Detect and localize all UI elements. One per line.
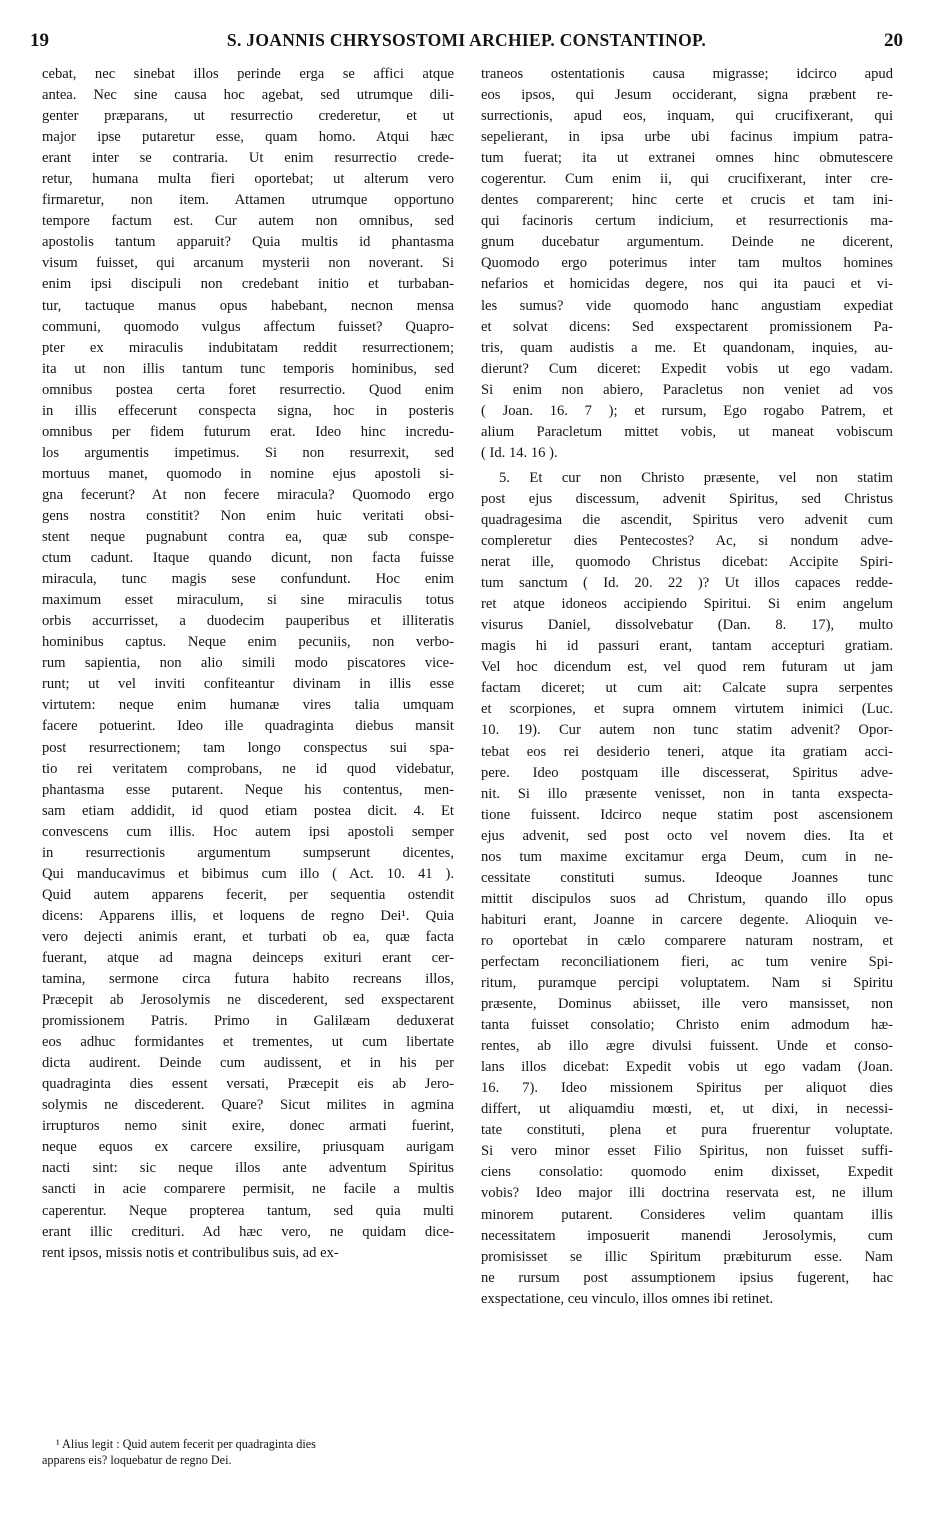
text-line: tamina, sermone circa futura habito recreans illos, [42, 971, 454, 988]
text-line: Si vero minor esset Filio Spiritus, non fuisset suffi- [481, 1143, 893, 1160]
text-line: in illis effecerunt conspecta signa, hoc in posteris [42, 402, 454, 419]
text-line: ro oportebat in cælo comparere naturam nostram, et [481, 932, 893, 949]
text-line: stent neque pugnabunt contra ea, quæ sub conspe- [42, 529, 454, 546]
text-line: ita ut non illis tantum tunc temporis hominibus, sed [42, 360, 454, 377]
text-line: major ipse putaretur esse, quam homo. Atqui hæc [42, 129, 454, 146]
text-line: 16. 7). Ideo missionem Spiritus per aliquot dies [481, 1080, 893, 1097]
text-line: in resurrectionis argumentum sumpserunt dicentes, [42, 844, 454, 861]
text-line: nacti sint: sic neque illos ante adventum Spiritus [42, 1160, 454, 1177]
text-line: dicens: Apparens illis, et loquens de regno Dei¹. Quia [42, 907, 454, 924]
text-line: neque equos ex carcere exsilire, priusquam aurigam [42, 1139, 454, 1156]
text-line: tate constituti, plena et pura fruerentur voluptate. [481, 1122, 893, 1139]
page-header [30, 30, 903, 58]
text-line: rent ipsos, missis notis et contribulibus suis, ad ex- [42, 1244, 339, 1261]
text-line: vobis? Ideo major illi doctrina reservata est, ne illum [481, 1185, 893, 1202]
text-line: tebat eos rei desiderio teneri, atque ita gratiam acci- [481, 743, 893, 760]
text-line: firmaretur, non item. Attamen utrumque opportuno [42, 192, 454, 209]
text-line: solymis ne discederent. Quare? Sicut milites in agmina [42, 1097, 454, 1114]
text-line: ( Id. 14. 16 ). [481, 444, 558, 461]
text-line: surrectionis, apud eos, inquam, qui crucifixerant, qui [481, 108, 893, 125]
text-line: lans illos dicebat: Expedit vobis ut ego vadam (Joan. [481, 1059, 893, 1076]
text-line: omnibus per fidem futurum erat. Ideo hinc incredu- [42, 423, 454, 440]
text-line: phantasma esse putarent. Neque his contentus, men- [42, 781, 454, 798]
footnote-line: ¹ Alius legit : Quid autem fecerit per quadraginta dies [56, 1437, 316, 1451]
text-line: exspectatione, ceu vinculo, illos omnes ibi retinet. [481, 1290, 774, 1307]
text-line: Quid autem apparens fecerit, per sequentia ostendit [42, 886, 454, 903]
text-line: post ejus discessum, advenit Spiritus, sed Christus [481, 490, 893, 507]
text-line: Quomodo ergo poterimus inter tam multos homines [481, 255, 893, 272]
text-line: sam etiam addidit, id quod etiam postea dicit. 4. Et [42, 802, 454, 819]
left-column [42, 64, 454, 1264]
text-line: caperentur. Neque propterea tantum, sed quia multi [42, 1202, 454, 1219]
text-line: virtutem: neque enim humanæ vires talia umquam [42, 697, 454, 714]
text-line: 10. 19). Cur autem non tunc statim advenit? Opor- [481, 722, 893, 739]
text-line: Vel hoc dicendum est, vel quod rem futuram ut jam [481, 659, 893, 676]
text-line: mittit discipulos suos ad Christum, quando illo opus [481, 890, 893, 907]
text-line: tum fuerat; ita ut extranei omnes hinc obmutescere [481, 150, 893, 167]
text-line: tio rei veritatem comprobans, ne id quod videbatur, [42, 760, 454, 777]
text-line: gens nostra constitit? Non enim huic veritati obsi- [42, 507, 454, 524]
text-line: habituri erant, Joanne in carcere degente. Alioquin ve- [481, 911, 893, 928]
text-line: erant inter se contraria. Ut enim resurrectio crede- [42, 150, 454, 167]
text-line: alium Paracletum mittet vobis, ut maneat vobiscum [481, 423, 893, 440]
text-line: præsente, Dominus abiisset, ille vero mansisset, non [481, 996, 893, 1013]
text-line: tur, tactuque manus opus habebant, necnon mensa [42, 297, 454, 314]
text-line: ( Joan. 16. 7 ); et rursum, Ego rogabo Patrem, et [481, 402, 893, 419]
text-line: hominibus captus. Neque enim pecuniis, non verbo- [42, 634, 454, 651]
text-line: nit. Si illo præsente venisset, non in tanta exspecta- [481, 785, 893, 802]
text-line: convescens cum illis. Hoc autem ipsi apostoli semper [42, 823, 454, 840]
text-line: tris, quam audistis a me. Et quandonam, inquies, au- [481, 339, 893, 356]
text-line: facere potuerint. Ideo ille quadraginta diebus mansit [42, 718, 454, 735]
text-line: cebat, nec sinebat illos perinde erga se affici atque [42, 66, 454, 82]
text-line: fuerant, atque ad magna deinceps exituri erant cer- [42, 949, 454, 966]
footnote-line: apparens eis? loquebatur de regno Dei. [42, 1452, 232, 1467]
text-line: gnum ducebatur argumentum. Deinde ne dicerent, [481, 234, 893, 251]
text-line: tanta fuisset consolatio; Christo enim admodum hæ- [481, 1017, 893, 1034]
text-line: eos adhuc formidantes et trementes, ut cum libertate [42, 1034, 454, 1051]
text-line: ejus advenit, sed post octo vel novem dies. Ita et [481, 827, 893, 844]
text-line: dentes comparerent; hinc certe et crucis et tam ini- [481, 192, 893, 209]
text-line: compleretur dies Pentecostes? Ac, si nondum adve- [481, 533, 893, 550]
text-line: quadragesima die ascendit, Spiritus vero advenit cum [481, 511, 893, 528]
text-line: rentes, ab illo ægre divulsi fuissent. Unde et conso- [481, 1038, 893, 1055]
text-line: tum sanctum ( Id. 20. 22 )? Ut illos capaces redde- [481, 575, 893, 592]
footnote [42, 1437, 454, 1468]
text-line: et solvat dicens: Sed exspectarent promissionem Pa- [481, 318, 893, 335]
right-column [481, 64, 893, 1310]
text-line: erant illic credituri. Ad hæc vero, ne quidam dice- [42, 1223, 454, 1240]
text-line: visurus Daniel, dissolvebatur (Dan. 8. 17), multo [481, 617, 893, 634]
text-line: necessitatem imposuerit manendi Jerosolymis, cum [481, 1227, 893, 1244]
text-line: tempore factum est. Cur autem non omnibus, sed [42, 213, 454, 230]
text-line: dierunt? Cum diceret: Expedit vobis ut ego vadam. [481, 360, 893, 377]
text-line: mortuus manet, quomodo in nomine ejus apostoli si- [42, 465, 454, 482]
text-line: factam diceret; ut cum ait: Calcate supra serpentes [481, 680, 893, 697]
text-line: ret atque idoneos accipiendo Spiritui. Si enim angelum [481, 596, 893, 613]
text-line: nerat ille, quomodo Christus dicebat: Accipite Spiri- [481, 554, 893, 571]
right-page-number: 20 [884, 30, 903, 51]
text-line: apostolis tantum apparuit? Quia multis id phantasma [42, 234, 454, 251]
text-line: ctum cadunt. Itaque quando dicunt, non facta fuisse [42, 550, 454, 567]
text-line: promissionem Patris. Primo in Galilæam deduxerat [42, 1013, 454, 1030]
text-line: et scorpiones, et supra omnem virtutem inimici (Luc. [481, 701, 893, 718]
text-line: nos tum maxime excitamur erga Deum, cum in ne- [481, 848, 893, 865]
text-line: nefarios et homicidas degere, nos qui ita pauci et vi- [481, 276, 893, 293]
text-line: visum fuisset, qui arcanum mysterii non noverant. Si [42, 255, 454, 272]
text-line: cogerentur. Cum enim ii, qui crucifixerant, inter cre- [481, 171, 893, 188]
text-line: genter præparans, ut resurrectio crederetur, et ut [42, 108, 454, 125]
running-title: S. JOANNIS CHRYSOSTOMI ARCHIEP. CONSTANTINOP. [226, 30, 707, 50]
text-line: ritum, puramque percipi voluptatem. Nam si Spiritu [481, 975, 893, 992]
text-line: runt; ut vel inviti confiteantur divinam in illis esse [42, 676, 454, 693]
text-line: sepelierant, in ipsa urbe ubi facinus impium patra- [481, 129, 893, 146]
text-line: Si enim non abiero, Paracletus non veniet ad vos [481, 381, 893, 398]
text-line: maximum esset miraculum, si sine miraculis totus [42, 592, 454, 609]
text-line: Præcepit ab Jerosolymis ne discederent, sed exspectarent [42, 992, 454, 1009]
text-line: minorem putarent. Consideres velim quantam illis [481, 1206, 893, 1223]
left-page-number: 19 [30, 30, 49, 51]
text-line: post resurrectionem; tam longo conspectus sui spa- [42, 739, 454, 756]
text-line: promisisset se illic Spiritum præbiturum esse. Nam [481, 1248, 893, 1265]
text-line: ciens consolatio: quomodo enim dixisset, Expedit [481, 1164, 893, 1181]
text-line: irrupturos nemo sinit exire, donec armati fuerint, [42, 1118, 454, 1135]
text-line: traneos ostentationis causa migrasse; idcirco apud [481, 66, 893, 82]
text-line: magis hi id passuri erant, tantam accepturi gratiam. [481, 638, 893, 655]
text-line: perfectam reconciliationem fieri, ac tum venire Spi- [481, 953, 893, 970]
text-line: dicta audirent. Deinde cum audissent, et in his per [42, 1055, 454, 1072]
text-line: retur, humana multa fieri oportebat; ut alterum vero [42, 171, 454, 188]
text-line: les sumus? vide quomodo hanc angustiam expediat [481, 297, 893, 314]
text-line: miracula, tunc magis sese confundunt. Hoc enim [42, 571, 454, 588]
text-line: cessitate constituti sumus. Ideoque Joannes tunc [481, 869, 893, 886]
text-line: orbis accurrisset, a duodecim pauperibus et illiteratis [42, 613, 454, 630]
text-line: gna fecerunt? At non fecere miracula? Quomodo ergo [42, 486, 454, 503]
text-line: vero dejecti animis erant, et turbati ob ea, quæ facta [42, 928, 454, 945]
text-line: 5. Et cur non Christo præsente, vel non statim [499, 469, 893, 486]
text-line: pter ex miraculis indubitatam reddit resurrectionem; [42, 339, 454, 356]
text-line: quadraginta dies essent versati, Præcepit eis ab Jero- [42, 1076, 454, 1093]
text-line: tione fuissent. Idcirco neque statim post ascensionem [481, 806, 893, 823]
text-line: rum sapientia, non alio simili modo piscatores vice- [42, 655, 454, 672]
text-line: omnibus postea certa foret resurrectio. Quod enim [42, 381, 454, 398]
text-line: enim ipsi discipuli non credebant initio et turbaban- [42, 276, 454, 293]
text-line: ne rursum post assumptionem ipsius fugerent, hac [481, 1269, 893, 1286]
text-line: qui facinoris certum indicium, et resurrectionis ma- [481, 213, 893, 230]
text-line: eos ipsos, qui Jesum occiderant, signa præbent re- [481, 87, 893, 104]
text-line: sancti in acie comparere permisit, ne facile a multis [42, 1181, 454, 1198]
text-line: differt, ut aliquamdiu mœsti, et, ut dixi, in necessi- [481, 1101, 893, 1118]
text-line: communi, quomodo vulgus affectum fuisset? Quapro- [42, 318, 454, 335]
text-line: Qui manducavimus et bibimus cum illo ( Act. 10. 41 ). [42, 865, 454, 882]
text-line: los argumentis impetimus. Si non resurrexit, sed [42, 444, 454, 461]
text-line: pere. Ideo postquam ille discesserat, Spiritus adve- [481, 764, 893, 781]
text-line: antea. Nec sine causa hoc agebat, sed utrumque dili- [42, 87, 454, 104]
